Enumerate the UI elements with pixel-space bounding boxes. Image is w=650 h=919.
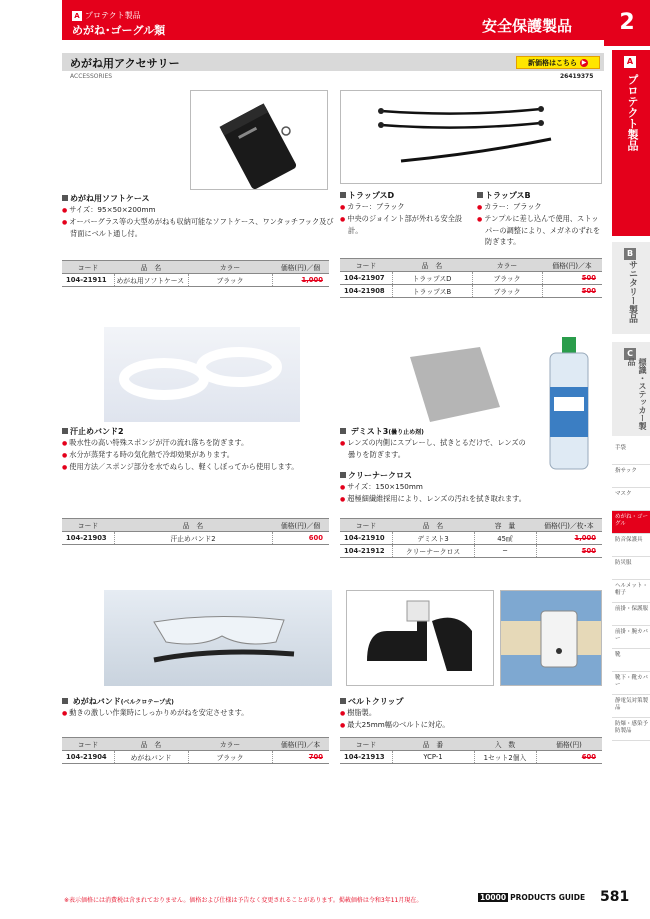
table-header: 品 番 bbox=[392, 738, 474, 751]
cleaner-cloth-bullet: ● 超極細繊維採用により、レンズの汚れを拭き取れます。 bbox=[340, 493, 530, 505]
table-header: コード bbox=[340, 738, 392, 751]
table-cell: 104-21913 bbox=[340, 751, 392, 764]
guide-box: 10000 bbox=[480, 893, 507, 902]
sidebar-item[interactable]: マスク bbox=[612, 488, 650, 511]
table-row bbox=[340, 532, 602, 545]
strap-d-bullet: ● 中央のジョイント部が外れる安全設計。 bbox=[340, 213, 470, 236]
soft-case-table bbox=[62, 260, 329, 287]
section-title: めがね用アクセサリー bbox=[70, 57, 180, 70]
table-cell: 500 bbox=[542, 272, 602, 285]
sidebar-label-signs: 標識・ステッカー製品 bbox=[627, 358, 647, 430]
glasses-band-title-note: (ベルクロテープ式) bbox=[120, 699, 174, 706]
chapter-tab[interactable]: 2 bbox=[604, 0, 650, 46]
table-cell: ブラック bbox=[472, 285, 542, 298]
glasses-band-table bbox=[62, 737, 329, 764]
table-header: 価格(円)／本 bbox=[272, 738, 329, 751]
table-cell: 104-21912 bbox=[340, 545, 392, 558]
sidebar-item[interactable]: 前掛・腕カバー bbox=[612, 626, 650, 649]
table-header: コード bbox=[62, 738, 114, 751]
table-header: 品 名 bbox=[114, 519, 272, 532]
table-header: 価格(円) bbox=[536, 738, 602, 751]
table-cell: 1,000 bbox=[536, 532, 602, 545]
demist-block bbox=[340, 426, 530, 460]
category-label: プロテクト製品 bbox=[85, 11, 141, 20]
glasses-band-title-text: めがねバンド bbox=[72, 697, 121, 706]
sidebar-item[interactable]: 前掛・保護服 bbox=[612, 603, 650, 626]
table-header: 品 名 bbox=[392, 519, 474, 532]
table-cell: 104-21910 bbox=[340, 532, 392, 545]
table-header: カラー bbox=[188, 738, 272, 751]
cleaner-cloth-title: クリーナークロス bbox=[340, 470, 530, 481]
table-cell: 500 bbox=[542, 285, 602, 298]
footer-guide bbox=[478, 893, 585, 902]
sidebar-item[interactable]: ヘルメット・帽子 bbox=[612, 580, 650, 603]
soft-case-title: めがね用ソフトケース bbox=[62, 193, 334, 204]
spray-bottle-image bbox=[540, 337, 598, 472]
belt-clip-photo-2 bbox=[500, 590, 602, 686]
table-cell: 500 bbox=[536, 545, 602, 558]
strap-d-bullet: ● カラー：ブラック bbox=[340, 201, 470, 213]
sidebar-item[interactable]: 手袋 bbox=[612, 442, 650, 465]
sweat-band-bullet: ● 使用方法／スポンジ部分を水でぬらし、軽くしぼってから使用します。 bbox=[62, 461, 334, 473]
sidebar-item[interactable]: 静電気対策製品 bbox=[612, 695, 650, 718]
table-cell: ブラック bbox=[188, 274, 272, 287]
table-row bbox=[62, 751, 329, 764]
sidebar-item[interactable]: 靴 bbox=[612, 649, 650, 672]
section-subtitle: ACCESSORIES bbox=[70, 73, 113, 80]
glasses-band-block bbox=[62, 696, 334, 719]
table-header: カラー bbox=[188, 261, 272, 274]
sidebar-tab-signs[interactable] bbox=[612, 342, 650, 436]
strap-b-bullet: ● テンプルに差し込んで使用、ストッパーの調整により、メガネのずれを防ぎます。 bbox=[477, 213, 605, 247]
sweat-band-photo bbox=[104, 327, 300, 422]
table-cell: 600 bbox=[536, 751, 602, 764]
sidebar-item[interactable]: 防災服 bbox=[612, 557, 650, 580]
sidebar-label-sanitary: サニタリー製品 bbox=[627, 260, 637, 323]
arrow-right-icon: ▶ bbox=[581, 58, 587, 66]
sidebar-badge-a: A bbox=[624, 56, 636, 68]
cleaner-cloth-bullet: ● サイズ：150×150mm bbox=[340, 481, 530, 493]
table-header: コード bbox=[62, 519, 114, 532]
demist-title-text: デミスト3 bbox=[350, 427, 389, 436]
sidebar-tab-protect[interactable] bbox=[612, 50, 650, 236]
table-cell: 45㎖ bbox=[474, 532, 536, 545]
table-header: 価格(円)／個 bbox=[272, 519, 329, 532]
table-header: 入 数 bbox=[474, 738, 536, 751]
belt-clip-block bbox=[340, 696, 602, 731]
table-cell: 汗止めバンド2 bbox=[114, 532, 272, 545]
strap-b-title: トラップスB bbox=[477, 190, 605, 201]
page-code: 26419375 bbox=[560, 73, 594, 80]
table-row bbox=[340, 285, 602, 298]
new-price-label: 新価格はこちら bbox=[528, 58, 577, 67]
table-row bbox=[340, 272, 602, 285]
table-row bbox=[62, 274, 329, 287]
demist-bullet: ● レンズの内側にスプレーし、拭きとるだけで、レンズの曇りを防ぎます。 bbox=[340, 437, 530, 460]
sweat-band-bullet: ● 水分が蒸発する時の気化熱で冷却効果があります。 bbox=[62, 449, 334, 461]
demist-table bbox=[340, 518, 602, 558]
table-cell: 104-21903 bbox=[62, 532, 114, 545]
table-cell: 104-21908 bbox=[340, 285, 392, 298]
demist-title bbox=[340, 426, 530, 437]
table-header: コード bbox=[340, 259, 392, 272]
sweat-band-title: 汗止めバンド2 bbox=[62, 426, 334, 437]
sidebar-item[interactable]: 靴下・靴カバー bbox=[612, 672, 650, 695]
table-header: 品 名 bbox=[392, 259, 472, 272]
table-header: カラー bbox=[472, 259, 542, 272]
sidebar-badge-c: C bbox=[624, 348, 636, 360]
guide-text: PRODUCTS GUIDE bbox=[510, 893, 586, 902]
table-cell: トラップスB bbox=[392, 285, 472, 298]
table-cell: 104-21911 bbox=[62, 274, 114, 287]
table-header: 品 名 bbox=[114, 738, 188, 751]
cleaner-cloth-block bbox=[340, 470, 530, 505]
sidebar-item[interactable]: 防音保護具 bbox=[612, 534, 650, 557]
belt-clip-table bbox=[340, 737, 602, 764]
table-cell: デミスト3 bbox=[392, 532, 474, 545]
sidebar-tab-sanitary[interactable] bbox=[612, 242, 650, 334]
belt-clip-photo-1 bbox=[346, 590, 494, 686]
table-cell: YCP-1 bbox=[392, 751, 474, 764]
table-cell: トラップスD bbox=[392, 272, 472, 285]
table-cell: 1,000 bbox=[272, 274, 329, 287]
table-header: 価格(円)／本 bbox=[542, 259, 602, 272]
belt-clip-bullet: ● 樹脂製。 bbox=[340, 707, 602, 719]
table-row bbox=[62, 532, 329, 545]
header-category bbox=[72, 10, 141, 21]
table-header: 価格(円)／個 bbox=[272, 261, 329, 274]
sidebar-item[interactable]: 防爆・感染予防製品 bbox=[612, 718, 650, 741]
demist-title-note: (曇り止め剤) bbox=[388, 429, 424, 436]
sweat-band-bullet: ● 吸水性の高い特殊スポンジが汗の流れ落ちを防ぎます。 bbox=[62, 437, 334, 449]
table-cell: 700 bbox=[272, 751, 329, 764]
table-cell: めがねバンド bbox=[114, 751, 188, 764]
table-cell: ブラック bbox=[472, 272, 542, 285]
page-number: 581 bbox=[600, 889, 630, 905]
soft-case-block bbox=[62, 193, 334, 239]
sidebar-subcategory-list bbox=[612, 442, 650, 741]
sidebar-label-protect: プロテクト製品 bbox=[626, 74, 639, 151]
table-cell: ─ bbox=[474, 545, 536, 558]
soft-case-bullet: ● オーバーグラス等の大型めがねも収納可能なソフトケース、ワンタッチフック及び背面にベルト通し付。 bbox=[62, 216, 334, 239]
table-cell: 104-21904 bbox=[62, 751, 114, 764]
new-price-button[interactable] bbox=[516, 56, 600, 69]
sweat-band-table bbox=[62, 518, 329, 545]
strap-b-bullet: ● カラー：ブラック bbox=[477, 201, 605, 213]
table-cell: ブラック bbox=[188, 751, 272, 764]
strap-d-title: トラップスD bbox=[340, 190, 470, 201]
table-cell: 1セット2個入 bbox=[474, 751, 536, 764]
belt-clip-bullet: ● 最大25mm幅のベルトに対応。 bbox=[340, 719, 602, 731]
strap-b-block bbox=[477, 190, 605, 247]
footer-note: ※表示価格には消費税は含まれておりません。価格および仕様は予告なく変更されることがあります。掲載価格は令和3年11月現在。 bbox=[64, 897, 423, 904]
glasses-band-photo bbox=[104, 590, 332, 686]
table-header: 価格(円)／枚･本 bbox=[536, 519, 602, 532]
glasses-band-bullet: ● 動きの激しい作業時にしっかりめがねを安定させます。 bbox=[62, 707, 334, 719]
table-row bbox=[340, 751, 602, 764]
straps-table bbox=[340, 258, 602, 298]
soft-case-photo bbox=[190, 90, 328, 190]
strap-d-block bbox=[340, 190, 470, 236]
table-header: 容 量 bbox=[474, 519, 536, 532]
soft-case-bullet: ● サイズ：95×50×200mm bbox=[62, 204, 334, 216]
table-cell: 600 bbox=[272, 532, 329, 545]
table-cell: 104-21907 bbox=[340, 272, 392, 285]
category-badge: A bbox=[72, 11, 82, 21]
table-header: コード bbox=[340, 519, 392, 532]
glasses-band-title bbox=[62, 696, 334, 707]
sidebar-badge-b: B bbox=[624, 248, 636, 260]
straps-photo bbox=[340, 90, 602, 184]
sweat-band-block bbox=[62, 426, 334, 473]
header-subtitle: めがね･ゴーグル類 bbox=[72, 24, 166, 37]
table-header: コード bbox=[62, 261, 114, 274]
sidebar-item-active[interactable]: めがね・ゴーグル bbox=[612, 511, 650, 534]
sidebar-item[interactable]: 指サック bbox=[612, 465, 650, 488]
table-header: 品 名 bbox=[114, 261, 188, 274]
belt-clip-title: ベルトクリップ bbox=[340, 696, 602, 707]
table-row bbox=[340, 545, 602, 558]
table-cell: クリーナークロス bbox=[392, 545, 474, 558]
section-name: 安全保護製品 bbox=[482, 17, 573, 35]
table-cell: めがね用ソフトケース bbox=[114, 274, 188, 287]
